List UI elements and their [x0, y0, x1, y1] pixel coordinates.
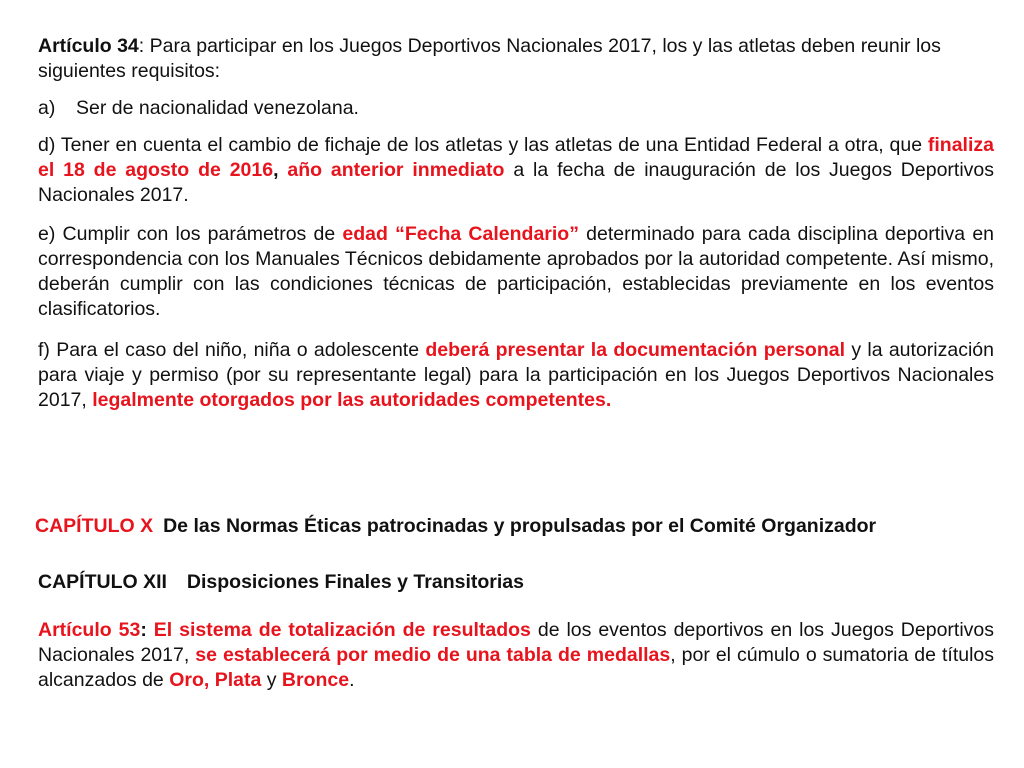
chapter-12-heading — [38, 570, 524, 595]
requirement-f-text-1: f) Para el caso del niño, niña o adolescente — [38, 339, 426, 361]
requirement-a-text: Ser de nacionalidad venezolana. — [76, 97, 359, 119]
requirement-e-highlight-1: edad “Fecha Calendario” — [342, 223, 579, 245]
requirement-f-highlight-1: deberá presentar la documentación personal — [425, 339, 846, 361]
requirement-a-letter: a) — [38, 97, 56, 119]
article-53-text-2: , por el cúmulo o sumatoria de títulos alcanzados de — [38, 644, 995, 691]
article-53-colon: : — [140, 619, 147, 641]
article-53 — [38, 618, 994, 693]
article-53-text-4: . — [349, 669, 355, 691]
requirement-f-highlight-2: legalmente otorgados por las autoridades competentes. — [92, 389, 612, 411]
article-34 — [38, 34, 994, 84]
chapter-12-number: CAPÍTULO XII — [38, 571, 167, 593]
article-53-highlight-1: El sistema de totalización de resultados — [153, 619, 531, 641]
requirement-d — [38, 133, 994, 208]
requirement-a — [38, 96, 994, 121]
article-53-highlight-2: se establecerá por medio de una tabla de medallas — [195, 644, 671, 666]
chapter-10-heading — [35, 514, 876, 539]
article-53-text-3: y — [261, 669, 282, 691]
article-34-text: : Para participar en los Juegos Deportivos Nacionales 2017, los y las atletas deben reunir los siguientes requisitos: — [38, 35, 941, 82]
requirement-d-highlight-2: año anterior inmediato — [287, 159, 505, 181]
requirement-e — [38, 222, 994, 322]
requirement-d-highlight-1: finaliza el 18 de agosto de 2016 — [38, 134, 994, 181]
article-53-label: Artículo 53 — [38, 619, 141, 641]
article-53-text-1: de los eventos deportivos en los Juegos Deportivos Nacionales 2017, — [38, 619, 995, 666]
requirement-f-text-2: y la autorización para viaje y permiso (por su representante legal) para la participación en los Juegos Deportivos Nacionales 2017, — [38, 339, 994, 411]
chapter-12-title: Disposiciones Finales y Transitorias — [186, 571, 524, 593]
requirement-d-comma: , — [273, 159, 279, 181]
requirement-d-text-1: d) Tener en cuenta el cambio de fichaje de los atletas y las atletas de una Entidad Federal a otra, que — [38, 134, 928, 156]
slide-body — [38, 34, 994, 413]
chapter-10-number: CAPÍTULO X — [35, 515, 154, 537]
requirement-e-text-2: determinado para cada disciplina deportiva en correspondencia con los Manuales Técnicos debidamente aprobados por la autoridad competente. Así mismo, deberán cumplir con las condiciones técnicas de participación, establecidas previamente en los eventos clasificatorios. — [38, 223, 995, 320]
chapter-10-title: De las Normas Éticas patrocinadas y propulsadas por el Comité Organizador — [163, 515, 877, 537]
requirement-d-text-3: a la fecha de inauguración de los Juegos Deportivos Nacionales 2017. — [38, 159, 995, 206]
requirement-f — [38, 338, 994, 413]
article-53-highlight-4: Bronce — [281, 669, 350, 691]
article-34-label: Artículo 34 — [38, 35, 139, 57]
article-53-highlight-3: Oro, Plata — [169, 669, 262, 691]
requirement-e-text-1: e) Cumplir con los parámetros de — [38, 223, 343, 245]
